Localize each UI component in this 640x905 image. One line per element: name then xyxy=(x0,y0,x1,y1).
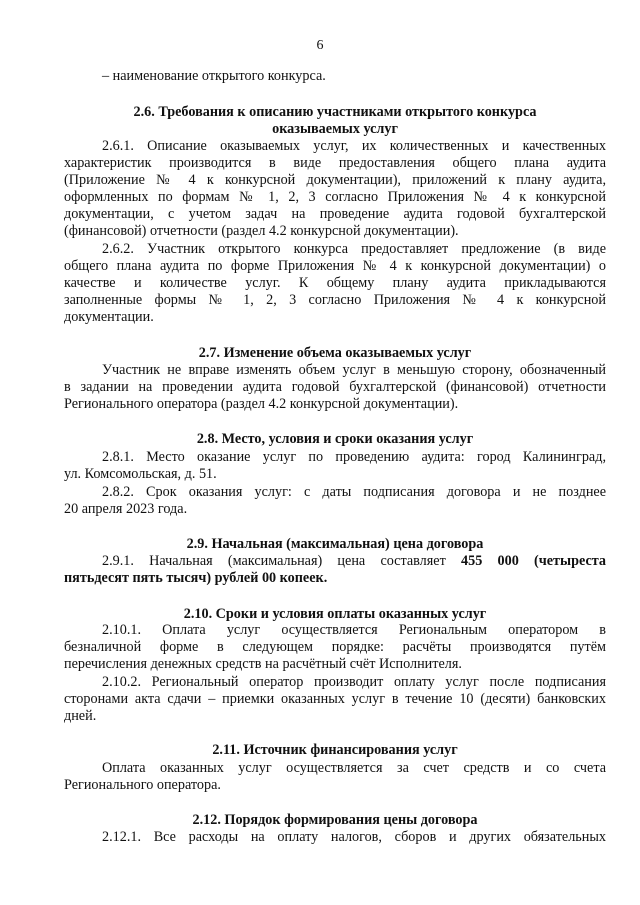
section-2-12 xyxy=(64,812,606,829)
paragraph-2-7 xyxy=(64,362,606,413)
page-number: 6 xyxy=(316,38,324,53)
text-line: оформленных по формам № 1, 2, 3 согласно Приложения № 4 к конкурсной xyxy=(64,189,606,205)
text-line: Оплата оказанных услуг осуществляется за счет средств и со счета xyxy=(102,760,606,776)
price-amount-words: пятьдесят пять тысяч) рублей 00 копеек. xyxy=(64,570,328,586)
dash-item: – наименование открытого конкурса. xyxy=(102,68,326,84)
section-2-12-title: 2.12. Порядок формирования цены договора xyxy=(192,812,478,828)
paragraph-2-11 xyxy=(64,760,606,794)
section-2-9 xyxy=(64,536,606,553)
section-2-6 xyxy=(64,104,606,138)
paragraph-2-8-1 xyxy=(64,449,606,483)
text-line: Участник не вправе изменять объем услуг в меньшую сторону, обозначенный xyxy=(102,362,606,378)
paragraph-2-12-1 xyxy=(64,829,606,846)
text-line: сторонами акта сдачи – приемки оказанных услуг в течение 10 (десяти) банковских xyxy=(64,691,606,707)
text-line: 2.8.2. Срок оказания услуг: с даты подписания договора и не позднее xyxy=(102,484,606,500)
text-line: 2.6.2. Участник открытого конкурса предоставляет предложение (в виде xyxy=(102,241,606,257)
section-2-10 xyxy=(64,606,606,623)
text-line: Регионального оператора (раздел 4.2 конкурсной документации). xyxy=(64,396,459,412)
section-2-8 xyxy=(64,431,606,448)
section-2-11-title: 2.11. Источник финансирования услуг xyxy=(212,742,458,758)
text-line: документации. xyxy=(64,309,154,325)
text-line xyxy=(64,570,606,587)
text-line: дней. xyxy=(64,708,97,724)
paragraph-2-10-1 xyxy=(64,622,606,673)
text-line: документации, с учетом задач на проведение аудита годовой бухгалтерской xyxy=(64,206,606,222)
section-2-7 xyxy=(64,345,606,362)
section-2-6-title-line1: 2.6. Требования к описанию участниками открытого конкурса xyxy=(133,104,537,120)
section-2-11 xyxy=(64,742,606,759)
text-line: Регионального оператора. xyxy=(64,777,221,793)
text-line: безналичной форме в следующем порядке: расчёты производятся путём xyxy=(64,639,606,655)
text-line: (Приложение № 4 к конкурсной документации), приложений к плану аудита, xyxy=(64,172,606,188)
text-line: перечисления денежных средств на расчётный счёт Исполнителя. xyxy=(64,656,462,672)
text-line: 2.6.1. Описание оказываемых услуг, их количественных и качественных xyxy=(102,138,606,154)
text-line: общего плана аудита по форме Приложения № 4 к конкурсной документации) о xyxy=(64,258,606,274)
section-2-10-title: 2.10. Сроки и условия оплаты оказанных услуг xyxy=(183,606,487,622)
text-line: характеристик производится в виде предоставления общего плана аудита xyxy=(64,155,606,171)
text-line: 2.10.1. Оплата услуг осуществляется Региональным оператором в xyxy=(102,622,606,638)
text-line: (финансовой) отчетности (раздел 4.2 конкурсной документации). xyxy=(64,223,459,239)
text-line: 20 апреля 2023 года. xyxy=(64,501,188,517)
section-2-7-title: 2.7. Изменение объема оказываемых услуг xyxy=(198,345,472,361)
text-line: 2.12.1. Все расходы на оплату налогов, сборов и других обязательных xyxy=(102,829,606,845)
text-line: качестве и количестве услуг. К общему плану аудита прикладываются xyxy=(64,275,606,291)
text-line: заполненные формы № 1, 2, 3 согласно Приложения № 4 к конкурсной xyxy=(64,292,606,308)
text-line: в задании на проведении аудита годовой бухгалтерской (финансовой) отчетности xyxy=(64,379,606,395)
paragraph-2-9-1 xyxy=(64,553,606,587)
text-line: 2.8.1. Место оказание услуг по проведению аудита: город Калининград, xyxy=(102,449,606,465)
section-2-9-title: 2.9. Начальная (максимальная) цена договора xyxy=(186,536,484,552)
paragraph-2-8-2 xyxy=(64,484,606,518)
price-text: 2.9.1. Начальная (максимальная) цена составляет xyxy=(102,553,461,569)
text-line: 2.10.2. Региональный оператор производит оплату услуг после подписания xyxy=(102,674,606,690)
paragraph-2-6-2 xyxy=(64,241,606,326)
price-amount: 455 000 (четыреста xyxy=(461,553,606,569)
text-line: ул. Комсомольская, д. 51. xyxy=(64,466,217,482)
section-2-8-title: 2.8. Место, условия и сроки оказания услуг xyxy=(196,431,474,447)
section-2-6-title-line2: оказываемых услуг xyxy=(272,121,398,137)
paragraph-2-10-2 xyxy=(64,674,606,725)
paragraph-2-6-1 xyxy=(64,138,606,240)
text-line xyxy=(64,553,606,570)
